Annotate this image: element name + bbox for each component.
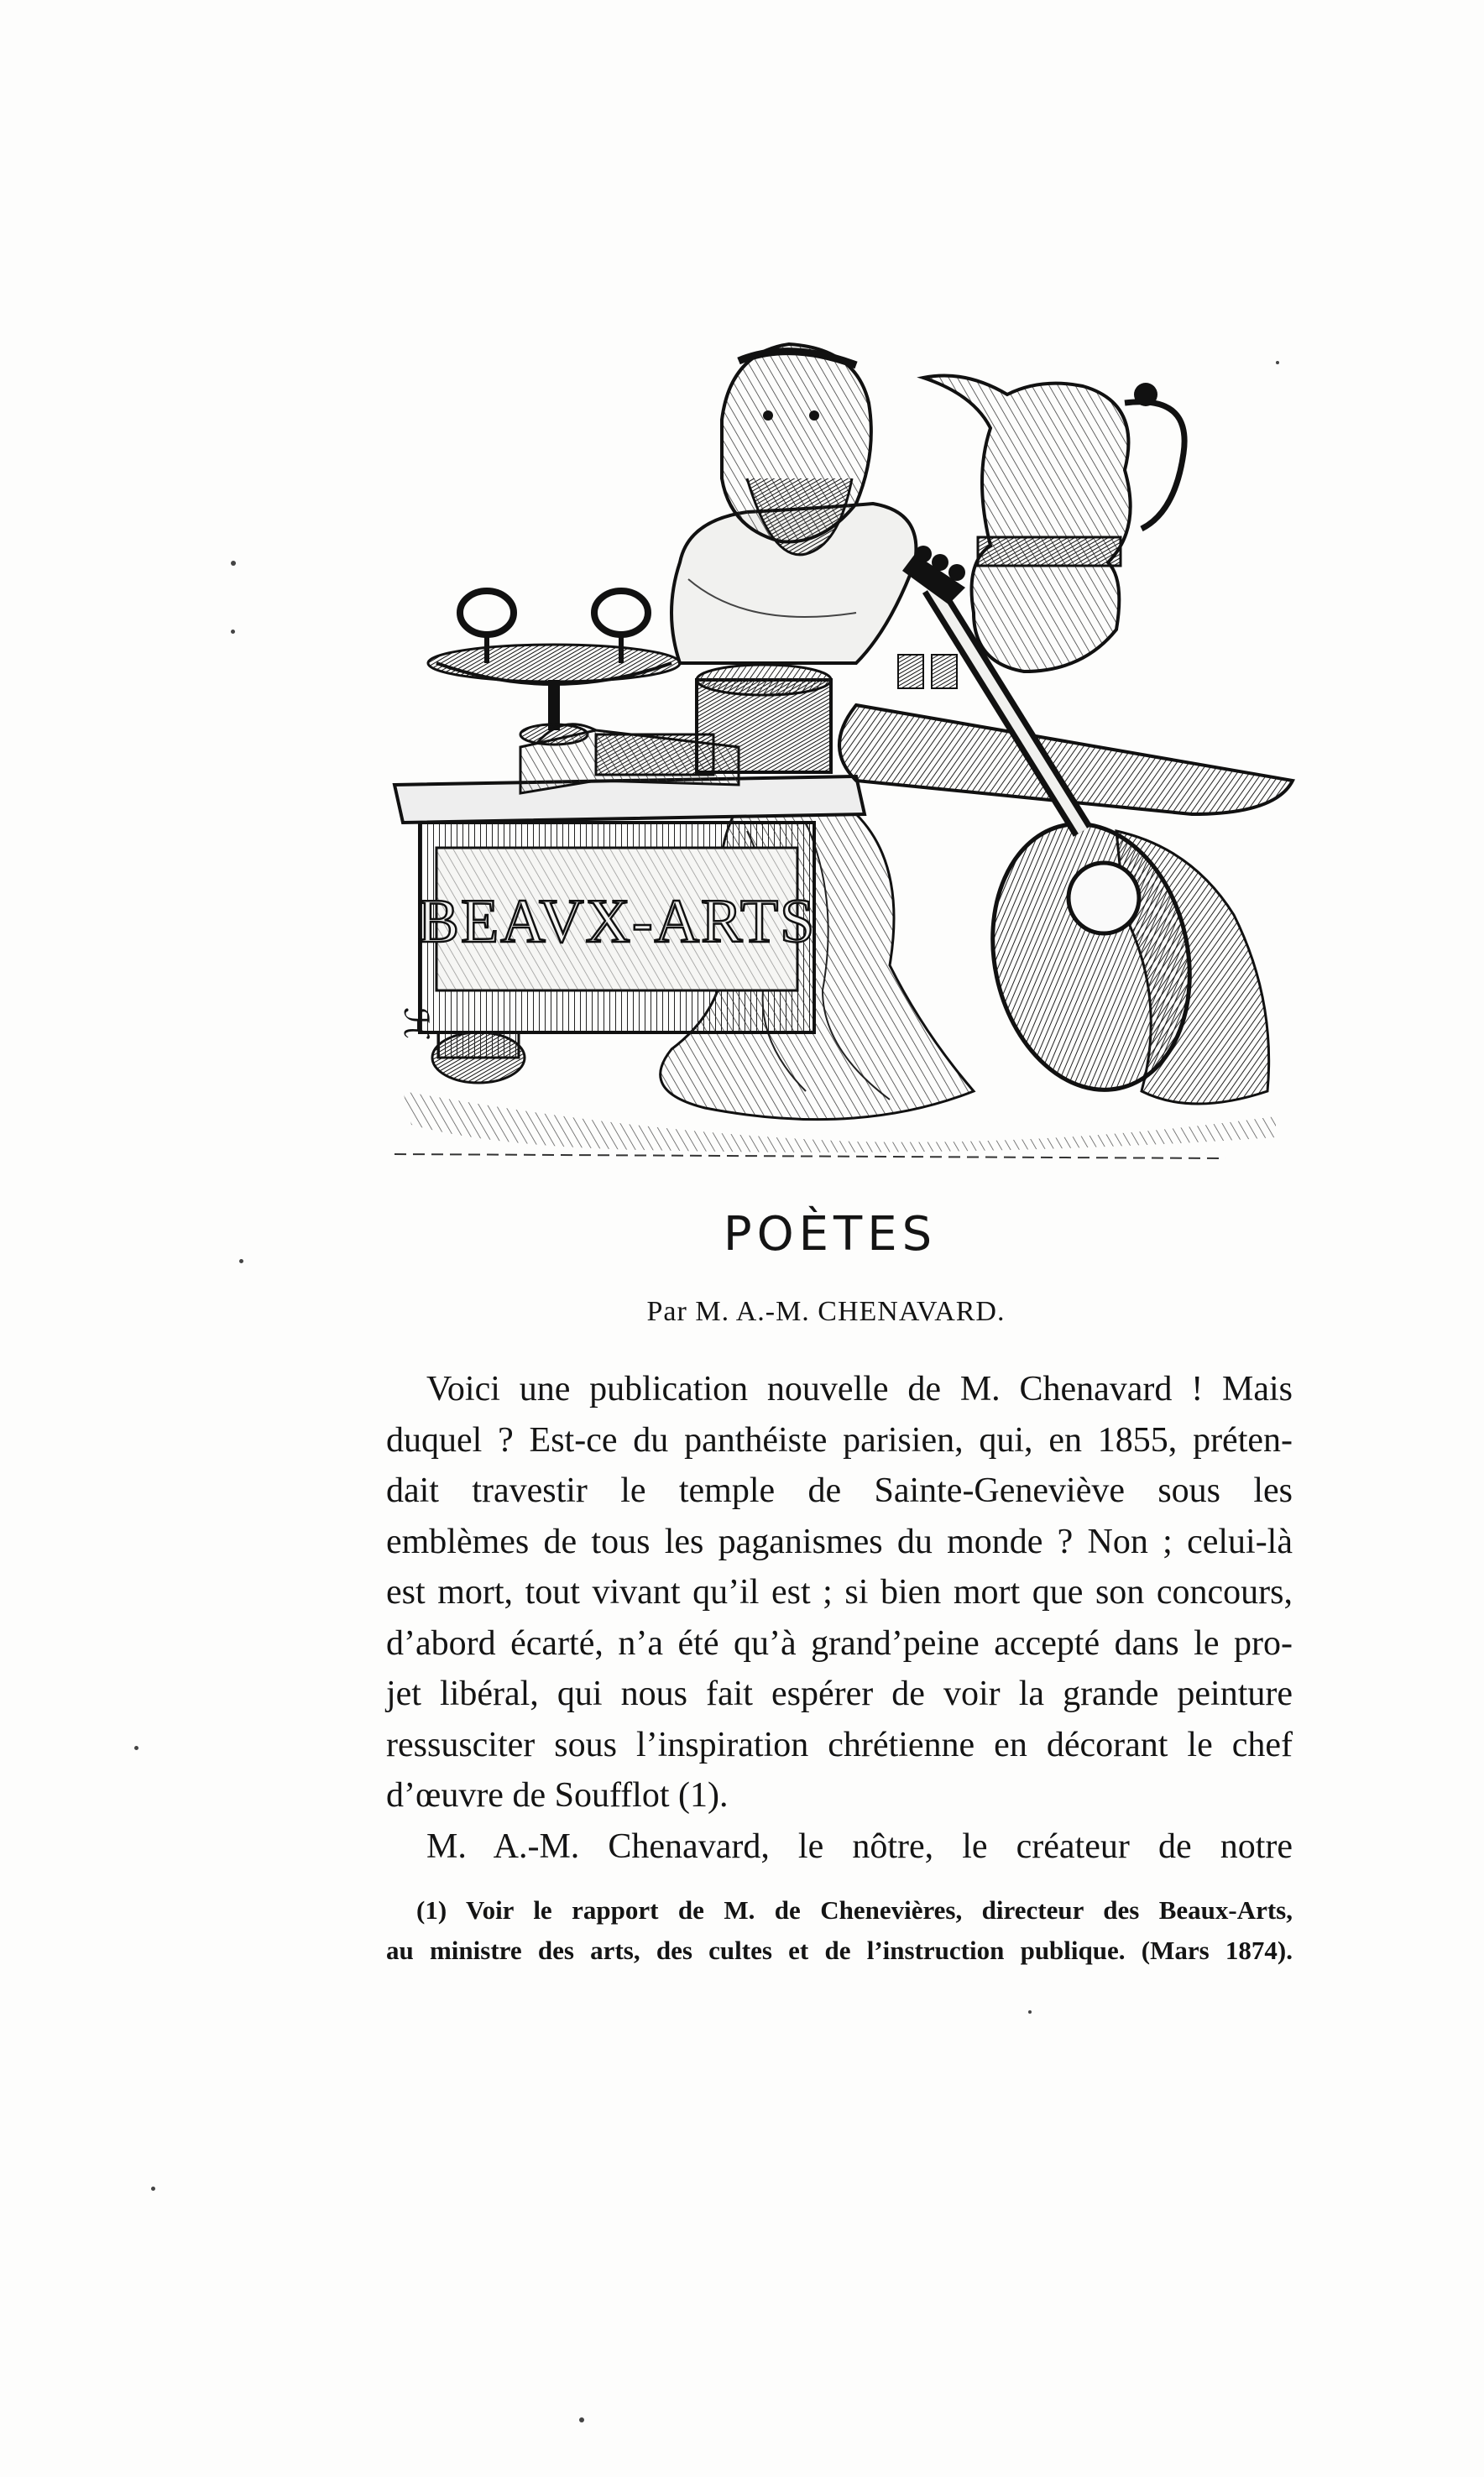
chest-inscription: BEAVX-ARTS [417,887,817,956]
article-title: POÈTES [723,1207,938,1262]
paper-speck [231,561,236,566]
paper-speck [231,630,235,634]
footnote-line: (1) Voir le rapport de M. de Chenevières, directeur des Beaux-Arts, [416,1895,1293,1925]
engraving-illustration [386,311,1326,1175]
article-body [386,1364,1293,1872]
paper-speck [151,2187,155,2191]
body-line: duquel ? Est-ce du panthéiste parisien, qui, en 1855, préten- [386,1420,1293,1460]
body-line: emblèmes de tous les paganismes du monde ? Non ; celui-là [386,1522,1293,1561]
body-line: M. A.-M. Chenavard, le nôtre, le créateur de notre [426,1826,1293,1866]
body-line: ressusciter sous l’inspiration chrétienne en décorant le chef [386,1725,1293,1764]
oil-lamp [428,591,680,745]
footnote [386,1890,1293,1971]
body-line: dait travestir le temple de Sainte-Geneviève sous les [386,1471,1293,1510]
body-line: jet libéral, qui nous fait espérer de voir la grande peinture [386,1675,1293,1713]
paper-speck [1276,361,1279,364]
body-line: d’abord écarté, n’a été qu’à grand’peine accepté dans le pro- [386,1623,1293,1663]
body-line: est mort, tout vivant qu’il est ; si bien mort que son concours, [386,1573,1293,1612]
paper-speck [1028,2010,1032,2014]
paper-speck [239,1259,243,1263]
footnote-line: au ministre des arts, des cultes et de l’instruction publique. (Mars 1874). [386,1936,1293,1965]
paper-speck [579,2417,584,2422]
svg-text:ℋ: ℋ [397,1007,435,1041]
article-byline: Par M. A.-M. CHENAVARD. [646,1296,1006,1327]
body-line: Voici une publication nouvelle de M. Chenavard ! Mais [426,1370,1293,1408]
paper-speck [134,1746,138,1750]
body-line: d’œuvre de Soufflot (1). [386,1776,729,1815]
